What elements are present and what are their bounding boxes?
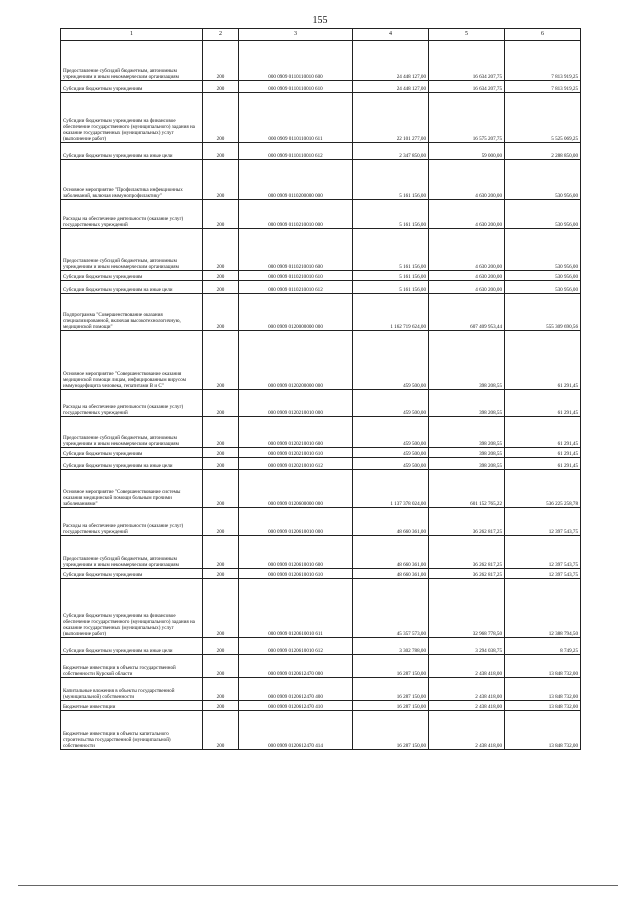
row-ved-cell: 200	[203, 508, 239, 536]
row-exec-cell: 4 630 200,00	[429, 160, 505, 200]
row-name-cell: Подпрограмма "Совершенствование оказания специализированной, включая высокотехнологичную, медицинской помощи"	[61, 294, 203, 331]
row-exec-cell: 3 294 038,75	[429, 638, 505, 655]
table-row	[61, 41, 581, 81]
row-rest-cell: 5 525 069,25	[505, 93, 581, 143]
row-code-cell: 000 0909 0110200000 000	[239, 160, 353, 200]
row-plan-cell: 459 500,00	[353, 448, 429, 458]
row-code-cell: 000 0909 0120210010 000	[239, 390, 353, 417]
row-plan-cell: 48 660 361,00	[353, 508, 429, 536]
row-code-cell: 000 0909 0110110010 611	[239, 93, 353, 143]
row-name-cell: Бюджетные инвестиции в объекты государственной собственности Курской области	[61, 655, 203, 678]
table-row	[61, 701, 581, 711]
row-code-cell: 000 0909 0110210010 610	[239, 271, 353, 281]
table-row	[61, 655, 581, 678]
page-number: 155	[312, 15, 328, 26]
row-ved-cell: 200	[203, 160, 239, 200]
row-plan-cell: 459 500,00	[353, 458, 429, 470]
row-rest-cell: 13 848 732,00	[505, 701, 581, 711]
row-ved-cell: 200	[203, 678, 239, 701]
row-exec-cell: 398 208,55	[429, 448, 505, 458]
row-ved-cell: 200	[203, 200, 239, 229]
row-name-cell: Субсидии бюджетным учреждениям	[61, 271, 203, 281]
row-plan-cell: 48 660 361,00	[353, 536, 429, 569]
row-code-cell: 000 0909 0110210010 000	[239, 200, 353, 229]
row-name-cell: Бюджетные инвестиции	[61, 701, 203, 711]
row-code-cell: 000 0909 0120210010 612	[239, 458, 353, 470]
row-code-cell: 000 0909 0110110010 610	[239, 81, 353, 93]
row-code-cell: 000 0909 0120210010 600	[239, 417, 353, 448]
row-rest-cell: 13 848 732,00	[505, 678, 581, 701]
row-exec-cell: 398 208,55	[429, 417, 505, 448]
row-plan-cell: 24 448 127,00	[353, 81, 429, 93]
table-row	[61, 281, 581, 294]
table-row	[61, 81, 581, 93]
header-cell: 5	[429, 29, 505, 41]
row-plan-cell: 5 161 156,00	[353, 160, 429, 200]
table-row	[61, 458, 581, 470]
row-exec-cell: 607 409 953,44	[429, 294, 505, 331]
row-name-cell: Субсидии бюджетным учреждениям на иные цели	[61, 281, 203, 294]
table-row	[61, 93, 581, 143]
row-ved-cell: 200	[203, 331, 239, 390]
row-name-cell: Субсидии бюджетным учреждениям	[61, 448, 203, 458]
row-rest-cell: 12 397 543,75	[505, 536, 581, 569]
row-exec-cell: 4 630 200,00	[429, 281, 505, 294]
table-row	[61, 638, 581, 655]
table-row	[61, 160, 581, 200]
row-name-cell: Субсидии бюджетным учреждениям на иные цели	[61, 143, 203, 160]
table-row	[61, 143, 581, 160]
row-exec-cell: 601 152 765,22	[429, 470, 505, 508]
row-exec-cell: 2 438 418,00	[429, 701, 505, 711]
row-rest-cell: 530 956,00	[505, 160, 581, 200]
row-ved-cell: 200	[203, 701, 239, 711]
table-row	[61, 470, 581, 508]
row-code-cell: 000 0909 0120612470 410	[239, 701, 353, 711]
row-name-cell: Предоставление субсидий бюджетным, автономным учреждениям и иным некоммерческим организациям	[61, 417, 203, 448]
row-plan-cell: 5 161 156,00	[353, 200, 429, 229]
page-bottom-rule	[18, 885, 618, 886]
row-rest-cell: 61 291,45	[505, 458, 581, 470]
row-rest-cell: 7 813 919,25	[505, 81, 581, 93]
row-rest-cell: 2 288 850,00	[505, 143, 581, 160]
row-ved-cell: 200	[203, 569, 239, 579]
row-rest-cell: 555 309 690,56	[505, 294, 581, 331]
row-name-cell: Субсидии бюджетным учреждениям	[61, 81, 203, 93]
row-rest-cell: 8 749,25	[505, 638, 581, 655]
row-rest-cell: 530 956,00	[505, 281, 581, 294]
row-exec-cell: 36 262 817,25	[429, 569, 505, 579]
row-name-cell: Расходы на обеспечение деятельности (оказание услуг) государственных учреждений	[61, 508, 203, 536]
budget-table	[60, 28, 581, 750]
row-rest-cell: 530 956,00	[505, 271, 581, 281]
row-code-cell: 000 0909 0120610010 000	[239, 508, 353, 536]
row-name-cell: Субсидии бюджетным учреждениям на иные цели	[61, 458, 203, 470]
row-name-cell: Расходы на обеспечение деятельности (оказание услуг) государственных учреждений	[61, 390, 203, 417]
row-name-cell: Расходы на обеспечение деятельности (оказание услуг) государственных учреждений	[61, 200, 203, 229]
row-plan-cell: 5 161 156,00	[353, 229, 429, 271]
row-name-cell: Капитальные вложения в объекты государственной (муниципальной) собственности	[61, 678, 203, 701]
table-row	[61, 579, 581, 638]
row-rest-cell: 530 956,00	[505, 229, 581, 271]
row-plan-cell: 2 347 850,00	[353, 143, 429, 160]
row-rest-cell: 12 388 794,50	[505, 579, 581, 638]
row-plan-cell: 16 287 150,00	[353, 655, 429, 678]
row-rest-cell: 12 397 543,75	[505, 508, 581, 536]
row-code-cell: 000 0909 0120600000 000	[239, 470, 353, 508]
row-ved-cell: 200	[203, 93, 239, 143]
row-name-cell: Субсидии бюджетным учреждениям на финансовое обеспечение государственного (муниципального) задания на оказание государственных (муниципальных) услуг (выполнение работ)	[61, 93, 203, 143]
table-row	[61, 417, 581, 448]
table-row	[61, 536, 581, 569]
row-rest-cell: 13 848 732,00	[505, 711, 581, 750]
row-ved-cell: 200	[203, 229, 239, 271]
row-name-cell: Субсидии бюджетным учреждениям	[61, 569, 203, 579]
row-name-cell: Субсидии бюджетным учреждениям на финансовое обеспечение государственного (муниципального) задания на оказание государственных (муниципальных) услуг (выполнение работ)	[61, 579, 203, 638]
row-exec-cell: 4 630 200,00	[429, 271, 505, 281]
row-code-cell: 000 0909 0120210010 610	[239, 448, 353, 458]
row-code-cell: 000 0909 0110110010 612	[239, 143, 353, 160]
row-plan-cell: 459 500,00	[353, 417, 429, 448]
row-exec-cell: 398 208,55	[429, 331, 505, 390]
row-ved-cell: 200	[203, 536, 239, 569]
header-cell: 3	[239, 29, 353, 41]
row-plan-cell: 48 660 361,00	[353, 569, 429, 579]
row-name-cell: Основное мероприятие "Совершенствование системы оказания медицинской помощи больным прочими заболеваниями"	[61, 470, 203, 508]
row-exec-cell: 4 630 200,00	[429, 229, 505, 271]
row-plan-cell: 16 287 150,00	[353, 678, 429, 701]
row-code-cell: 000 0909 0120610010 611	[239, 579, 353, 638]
header-cell: 4	[353, 29, 429, 41]
row-rest-cell: 61 291,45	[505, 331, 581, 390]
row-ved-cell: 200	[203, 448, 239, 458]
row-ved-cell: 200	[203, 470, 239, 508]
row-plan-cell: 24 448 127,00	[353, 41, 429, 81]
row-ved-cell: 200	[203, 390, 239, 417]
row-code-cell: 000 0909 0120200000 000	[239, 331, 353, 390]
row-name-cell: Бюджетные инвестиции в объекты капитального строительства государственной (муниципальной) собственности	[61, 711, 203, 750]
row-rest-cell: 13 848 732,00	[505, 655, 581, 678]
table-row	[61, 294, 581, 331]
table-row	[61, 678, 581, 701]
row-code-cell: 000 0909 0120612470 414	[239, 711, 353, 750]
row-exec-cell: 4 630 200,00	[429, 200, 505, 229]
row-exec-cell: 2 438 418,00	[429, 678, 505, 701]
row-exec-cell: 2 438 418,00	[429, 711, 505, 750]
row-rest-cell: 61 291,45	[505, 417, 581, 448]
row-ved-cell: 200	[203, 281, 239, 294]
table-row	[61, 711, 581, 750]
row-code-cell: 000 0909 0110210010 612	[239, 281, 353, 294]
row-ved-cell: 200	[203, 271, 239, 281]
row-code-cell: 000 0909 0120000000 000	[239, 294, 353, 331]
row-plan-cell: 22 101 277,00	[353, 93, 429, 143]
table-header-row	[61, 29, 581, 41]
row-ved-cell: 200	[203, 417, 239, 448]
row-code-cell: 000 0909 0120610010 612	[239, 638, 353, 655]
row-plan-cell: 16 287 150,00	[353, 701, 429, 711]
row-plan-cell: 459 500,00	[353, 390, 429, 417]
row-rest-cell: 7 813 919,25	[505, 41, 581, 81]
row-exec-cell: 32 968 778,50	[429, 579, 505, 638]
table-row	[61, 448, 581, 458]
row-ved-cell: 200	[203, 655, 239, 678]
row-ved-cell: 200	[203, 294, 239, 331]
header-cell: 1	[61, 29, 203, 41]
table-row	[61, 271, 581, 281]
row-exec-cell: 16 634 207,75	[429, 81, 505, 93]
row-exec-cell: 16 634 207,75	[429, 41, 505, 81]
row-rest-cell: 61 291,45	[505, 448, 581, 458]
row-plan-cell: 5 161 156,00	[353, 281, 429, 294]
row-name-cell: Субсидии бюджетным учреждениям на иные цели	[61, 638, 203, 655]
row-exec-cell: 16 575 207,75	[429, 93, 505, 143]
row-rest-cell: 12 397 543,75	[505, 569, 581, 579]
header-cell: 6	[505, 29, 581, 41]
row-rest-cell: 536 225 258,78	[505, 470, 581, 508]
row-exec-cell: 59 000,00	[429, 143, 505, 160]
row-ved-cell: 200	[203, 41, 239, 81]
row-ved-cell: 200	[203, 711, 239, 750]
row-name-cell: Предоставление субсидий бюджетным, автономным учреждениям и иным некоммерческим организациям	[61, 229, 203, 271]
row-name-cell: Предоставление субсидий бюджетным, автономным учреждениям и иным некоммерческим организациям	[61, 536, 203, 569]
row-name-cell: Основное мероприятие "Профилактика инфекционных заболеваний, включая иммунопрофилактику"	[61, 160, 203, 200]
header-cell: 2	[203, 29, 239, 41]
row-code-cell: 000 0909 0120610010 610	[239, 569, 353, 579]
row-ved-cell: 200	[203, 81, 239, 93]
row-plan-cell: 45 357 573,00	[353, 579, 429, 638]
row-plan-cell: 5 161 156,00	[353, 271, 429, 281]
row-code-cell: 000 0909 0120610010 600	[239, 536, 353, 569]
row-ved-cell: 200	[203, 579, 239, 638]
row-exec-cell: 36 262 817,25	[429, 536, 505, 569]
row-rest-cell: 61 291,45	[505, 390, 581, 417]
row-code-cell: 000 0909 0110210010 600	[239, 229, 353, 271]
row-plan-cell: 1 137 378 024,00	[353, 470, 429, 508]
row-plan-cell: 1 162 719 624,00	[353, 294, 429, 331]
row-exec-cell: 36 262 817,25	[429, 508, 505, 536]
row-code-cell: 000 0909 0120612470 000	[239, 655, 353, 678]
table-row	[61, 331, 581, 390]
row-plan-cell: 459 500,00	[353, 331, 429, 390]
table-row	[61, 508, 581, 536]
row-name-cell: Предоставление субсидий бюджетным, автономным учреждениям и иным некоммерческим организациям	[61, 41, 203, 81]
row-code-cell: 000 0909 0120612470 400	[239, 678, 353, 701]
row-plan-cell: 16 287 150,00	[353, 711, 429, 750]
row-rest-cell: 530 956,00	[505, 200, 581, 229]
row-exec-cell: 2 438 418,00	[429, 655, 505, 678]
table-row	[61, 229, 581, 271]
row-exec-cell: 398 208,55	[429, 390, 505, 417]
table-row	[61, 200, 581, 229]
table-row	[61, 569, 581, 579]
row-code-cell: 000 0909 0110110010 600	[239, 41, 353, 81]
row-ved-cell: 200	[203, 458, 239, 470]
row-exec-cell: 398 208,55	[429, 458, 505, 470]
row-name-cell: Основное мероприятие "Совершенствование оказания медицинской помощи лицам, инфицированным вирусом иммунодефицита человека, гепатитами В и С"	[61, 331, 203, 390]
table-row	[61, 390, 581, 417]
row-ved-cell: 200	[203, 143, 239, 160]
row-plan-cell: 3 302 788,00	[353, 638, 429, 655]
row-ved-cell: 200	[203, 638, 239, 655]
